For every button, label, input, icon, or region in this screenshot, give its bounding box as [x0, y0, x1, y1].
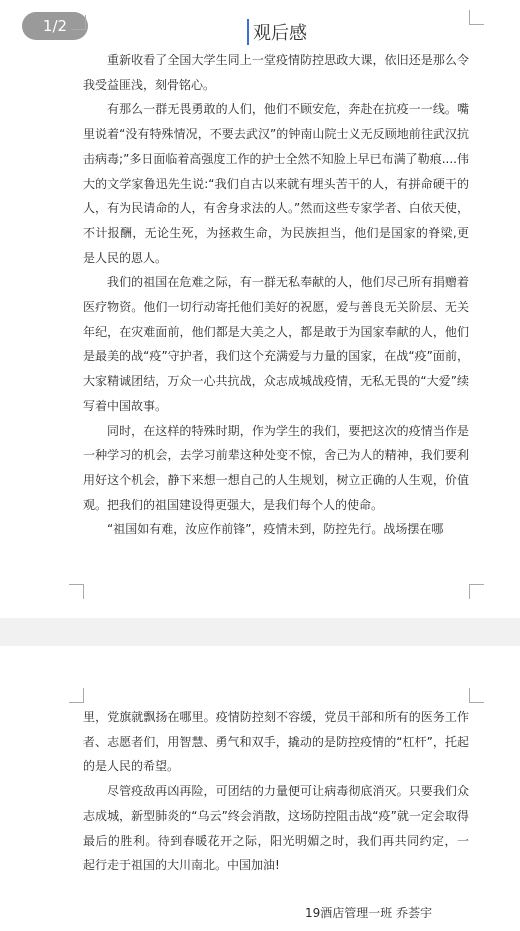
page1-margin-mark-bottom-left: [69, 584, 84, 599]
text-cursor: [247, 19, 249, 45]
paragraph: “祖国如有难，汝应作前锋”，疫情未到，防控先行。战场摆在哪: [107, 522, 444, 537]
document-title[interactable]: 观后感: [253, 23, 307, 44]
paragraph: 尽管疫敌再凶再险，可团结的力量便可让病毒彻底消灭。只要我们众志成城，新型肺炎的“乌云”终会消散，这场防控阻击战“疫”就一定会取得最后的胜利。待到春暖花开之际，阳光明媚之时，我们再共同约定，一 起行走于祖国的大川南北。中国加油!: [83, 784, 469, 873]
document-body-page-1[interactable]: [83, 48, 469, 542]
page1-margin-mark-bottom-right: [469, 584, 484, 599]
author-signature: 19酒店管理一班 乔荟宇: [305, 906, 433, 920]
paragraph: 我们的祖国在危难之际，有一群无私奉献的人，他们尽己所有捐赠着医疗物资。他们一切行动寄托他们美好的祝愿，爱与善良无关阶层、无关年纪，在灾难面前，他们都是大美之人，都是敢于为国家奉献的人，他们是最美的战“疫”守护者，我们这个充满爱与力量的国家，在战“疫”面前，大家精诚团结，万众一心共抗战，众志成城战疫情，无私无畏的“大爱”续写着中国故事。: [83, 275, 469, 413]
paragraph: 有那么一群无畏勇敢的人们，他们不顾安危，奔赴在抗疫一一线。嘴里说着“没有特殊情况，不要去武汉”的钟南山院士义无反顾地前往武汉抗击病毒;”多日面临着高强度工作的护士全然不知脸上早已布满了勒痕....伟大的文学家鲁迅先生说:“我们自古以来就有埋头苦干的人，有拼命硬干的人，有为民请命的人，有舍身求法的人。”然而这些专家学者、白依天使，不计报酬，无论生死，为拯救生命，为民族担当，他们是国家的脊梁,更是人民的恩人。: [83, 102, 469, 265]
paragraph: 重新收看了全国大学生同上一堂疫情防控思政大课，依旧还是那么令我受益匪浅，刻骨铭心。: [83, 53, 469, 92]
paragraph: 里，党旗就飘扬在哪里。疫情防控刻不容缓，党员干部和所有的医务工作者、志愿者们，用智慧、勇气和双手，撬动的是防控疫情的“杠杆”，托起的是人民的希望。: [83, 710, 469, 774]
paragraph: 同时，在这样的特殊时期，作为学生的我们，要把这次的疫情当作是一种学习的机会，去学习前辈这种处变不惊，舍己为人的精神，我们要利用好这个机会，静下来想一想自己的人生规划，树立正确的人生观，价值观。把我们的祖国建设得更强大，是我们每个人的使命。: [83, 423, 469, 512]
page-gap: [0, 618, 520, 646]
page-indicator-badge[interactable]: 1/2: [22, 12, 88, 40]
page2-margin-mark-top-left: [69, 688, 84, 703]
page2-margin-mark-top-right: [469, 688, 484, 703]
document-body-page-2[interactable]: [83, 705, 469, 878]
